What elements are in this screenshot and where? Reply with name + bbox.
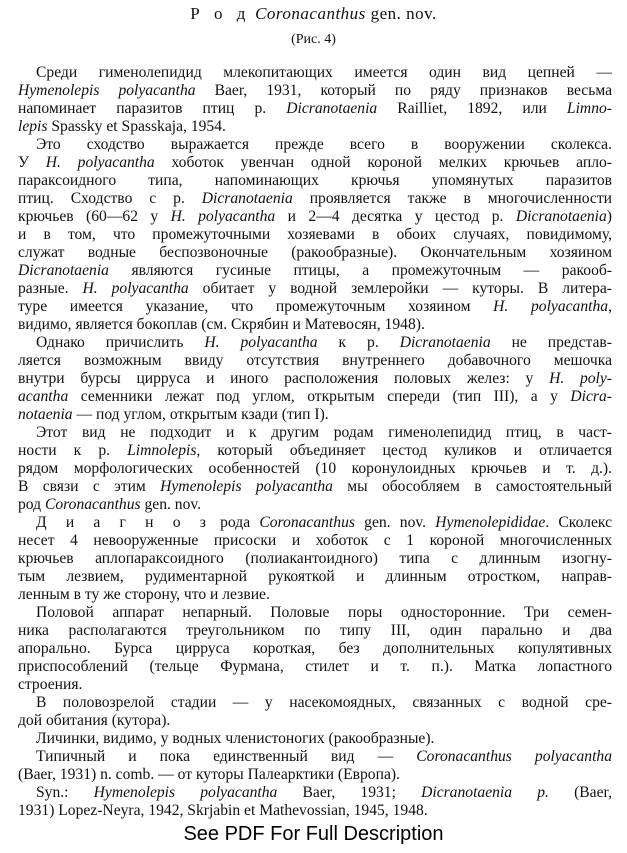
italic-taxon-text: H. polyacantha — [493, 298, 609, 315]
italic-taxon-text: Dicranotaenia — [399, 334, 491, 351]
text-segment: и 2—4 десятка у цестод р. — [275, 208, 516, 225]
text-segment: рода — [210, 514, 260, 531]
text-line — [18, 658, 612, 676]
text-line — [18, 172, 612, 190]
italic-taxon-text: Dicranotaenia — [18, 262, 109, 279]
text-segment: Это сходство выражается прежде всего в вооружении сколекса. — [36, 136, 612, 153]
text-segment: служат водные беспозвоночные (ракообразные). Окончательным хозяином — [18, 244, 612, 261]
text-segment: Однако причислить — [36, 334, 205, 351]
text-line — [18, 730, 612, 748]
text-line — [18, 226, 612, 244]
text-segment: У — [18, 154, 46, 171]
text-segment: видимо, является бокоплав (см. Скрябин и Матевосян, 1948). — [18, 316, 425, 333]
text-line — [18, 586, 612, 604]
italic-taxon-text: Limnolepis — [127, 442, 197, 459]
text-line — [18, 712, 612, 730]
text-segment: gen. nov. — [140, 496, 202, 513]
italic-taxon-text: Dicranotaenia — [515, 208, 607, 225]
text-segment: строения. — [18, 676, 83, 693]
italic-taxon-text: lepis — [18, 118, 48, 135]
text-segment: тым лезвием, рудиментарной рукояткой и длинным отростком, направ- — [18, 568, 612, 585]
text-segment: gen. nov. — [354, 514, 436, 531]
italic-taxon-text: Hymenolepis polyacantha — [160, 478, 333, 495]
text-line — [18, 262, 612, 280]
text-segment: хоботок увенчан одной короной мелких крючьев аплo- — [154, 154, 612, 171]
text-line — [18, 784, 612, 802]
text-line — [18, 244, 612, 262]
text-line — [18, 334, 612, 352]
text-segment: семенники лежат под углом, открытым спереди (тип III), а у — [68, 388, 571, 405]
text-segment: (Baer, 1931) n. comb. — от куторы Палеарктики (Европа). — [18, 766, 400, 783]
text-segment: не представ- — [490, 334, 612, 351]
italic-taxon-text: Coronacanthus — [259, 514, 355, 531]
text-line — [18, 298, 612, 316]
text-segment: Этот вид не подходит и к другим родам гименолепидид птиц, в част- — [36, 424, 612, 441]
text-segment: разные. — [18, 280, 83, 297]
text-line — [18, 676, 612, 694]
text-segment: и в том, что промежуточными хозяевами в обоих случаях, повидимому, — [18, 226, 612, 243]
text-segment: внутри бурсы цирруса и иного расположения половых желез: у — [18, 370, 550, 387]
text-segment: Syn.: — [36, 784, 94, 801]
text-line — [18, 514, 612, 532]
text-segment: Baer, 1931; — [277, 784, 422, 801]
text-segment: напоминает паразитов птиц р. — [18, 100, 287, 117]
title-prefix: Р о д — [190, 4, 251, 23]
text-segment: 1931) Lopez-Neyra, 1942, Skrjabin et Mathevossian, 1945, 1948. — [18, 802, 428, 819]
italic-taxon-text: Dicranotaenia p. — [421, 784, 549, 801]
text-segment: параксоидного типа, напоминающих крючья упомянутых паразитов — [18, 172, 612, 189]
italic-taxon-text: H. polyacantha — [45, 154, 155, 171]
text-segment: приспособлений (тельце Фурмана, стилет и т. п.). Матка лопастного — [18, 658, 612, 675]
text-line — [18, 136, 612, 154]
italic-taxon-text: Dicranotaenia — [286, 100, 378, 117]
text-line — [18, 478, 612, 496]
text-segment: к р. — [317, 334, 400, 351]
text-segment: птиц. Сходство с р. — [18, 190, 202, 207]
text-segment: несет 4 невооруженные присоски и хоботок с 1 короной многочисленных — [18, 532, 612, 549]
text-segment: обитает у водной землеройки — куторы. В литера- — [188, 280, 612, 297]
text-segment: Половой аппарат непарный. Половые поры односторонние. Три семен- — [36, 604, 612, 621]
italic-taxon-text: H. poly- — [549, 370, 612, 387]
text-line — [18, 694, 612, 712]
italic-taxon-text: Dicranotaenia — [201, 190, 293, 207]
text-segment: ленным в ту же сторону, что и лезвие. — [18, 586, 270, 603]
text-segment: Railliet, 1892, или — [377, 100, 567, 117]
text-segment: ) — [606, 208, 612, 225]
text-line — [18, 496, 612, 514]
text-line — [18, 316, 612, 334]
text-line — [18, 82, 612, 100]
text-line — [18, 622, 612, 640]
title-suffix: gen. nov. — [370, 4, 437, 23]
text-segment: апорально. Бурса цирруса короткая, без дополнительных копулятивных — [18, 640, 612, 657]
text-segment: ности к р. — [18, 442, 128, 459]
title-genus: Coronacanthus — [255, 4, 366, 23]
text-line — [18, 802, 612, 820]
text-line — [18, 550, 612, 568]
italic-taxon-text: Limno- — [566, 100, 612, 117]
text-segment: . Сколекс — [545, 514, 612, 531]
text-line — [18, 352, 612, 370]
text-segment: Типичный и пока единственный вид — — [36, 748, 417, 765]
text-segment: Личинки, видимо, у водных членистоногих (ракообразные). — [36, 730, 435, 747]
text-segment: рядом морфологических особенностей (10 коронулоидных крючьев и т. д.). — [18, 460, 612, 477]
italic-taxon-text: Coronacanthus polyacantha — [416, 748, 612, 765]
text-line — [18, 532, 612, 550]
text-line — [18, 406, 612, 424]
text-line — [18, 424, 612, 442]
text-line — [18, 388, 612, 406]
text-line — [18, 118, 612, 136]
text-line — [18, 460, 612, 478]
text-line — [18, 640, 612, 658]
footer-note: See PDF For Full Description — [183, 823, 444, 845]
text-segment: , который объединяет цестод куликов и отличается — [196, 442, 612, 459]
text-segment: туре имеется указание, что промежуточным хозяином — [18, 298, 494, 315]
text-segment: ляется возможным ввиду отсутствия внутреннего добавочного мешочка — [18, 352, 612, 369]
text-segment: мы обособляем в самостоятельный — [332, 478, 612, 495]
text-segment: крючьев (60—62 у — [18, 208, 171, 225]
text-line — [18, 280, 612, 298]
italic-taxon-text: Hymenolepididae — [435, 514, 546, 531]
italic-taxon-text: notaenia — [18, 406, 73, 423]
italic-taxon-text: Dicra- — [570, 388, 612, 405]
text-line — [18, 568, 612, 586]
section-title — [0, 4, 627, 24]
figure-reference: (Рис. 4) — [291, 32, 336, 47]
document-body — [18, 64, 612, 820]
italic-taxon-text: H. polyacantha — [204, 334, 318, 351]
text-segment: В половозрелой стадии — у насекомоядных, связанных с водной сре- — [36, 694, 612, 711]
text-line — [18, 208, 612, 226]
italic-taxon-text: acantha — [18, 388, 69, 405]
text-segment: Среди гименолепидид млекопитающих имеется один вид цепней — — [36, 64, 612, 81]
text-line — [18, 64, 612, 82]
text-segment: являются гусиные птицы, а промежуточным — ракооб- — [108, 262, 612, 279]
text-segment: (Baer, — [548, 784, 612, 801]
text-line — [18, 154, 612, 172]
text-segment: — под углом, открытым кзади (тип I). — [72, 406, 329, 423]
text-line — [18, 100, 612, 118]
italic-taxon-text: H. polyacantha — [170, 208, 276, 225]
text-line — [18, 748, 612, 766]
text-line — [18, 190, 612, 208]
text-segment: Baer, 1931, который по ряду признаков весьма — [195, 82, 612, 99]
italic-taxon-text: Hymenolepis polyacantha — [93, 784, 278, 801]
text-segment: проявляется также в многочисленности — [292, 190, 612, 207]
text-line — [18, 604, 612, 622]
text-segment: дой обитания (кутора). — [18, 712, 171, 729]
text-line — [18, 370, 612, 388]
text-segment: , — [608, 298, 612, 315]
text-segment: Spassky et Spasskaja, 1954. — [47, 118, 226, 135]
text-segment: крючьев аплопараксоидного (полиакантоидного) типа с длинным изогну- — [18, 550, 612, 567]
italic-taxon-text: Hymenolepis polyacantha — [18, 82, 196, 99]
italic-taxon-text: H. polyacantha — [82, 280, 189, 297]
text-line — [18, 442, 612, 460]
text-segment: ника располагаются треугольником по типу III, один парально и два — [18, 622, 612, 639]
italic-taxon-text: Coronacanthus — [44, 496, 141, 513]
text-segment: В связи с этим — [18, 478, 161, 495]
text-segment: род — [18, 496, 45, 513]
text-line — [18, 766, 612, 784]
text-segment: Д и а г н о з — [36, 514, 211, 531]
